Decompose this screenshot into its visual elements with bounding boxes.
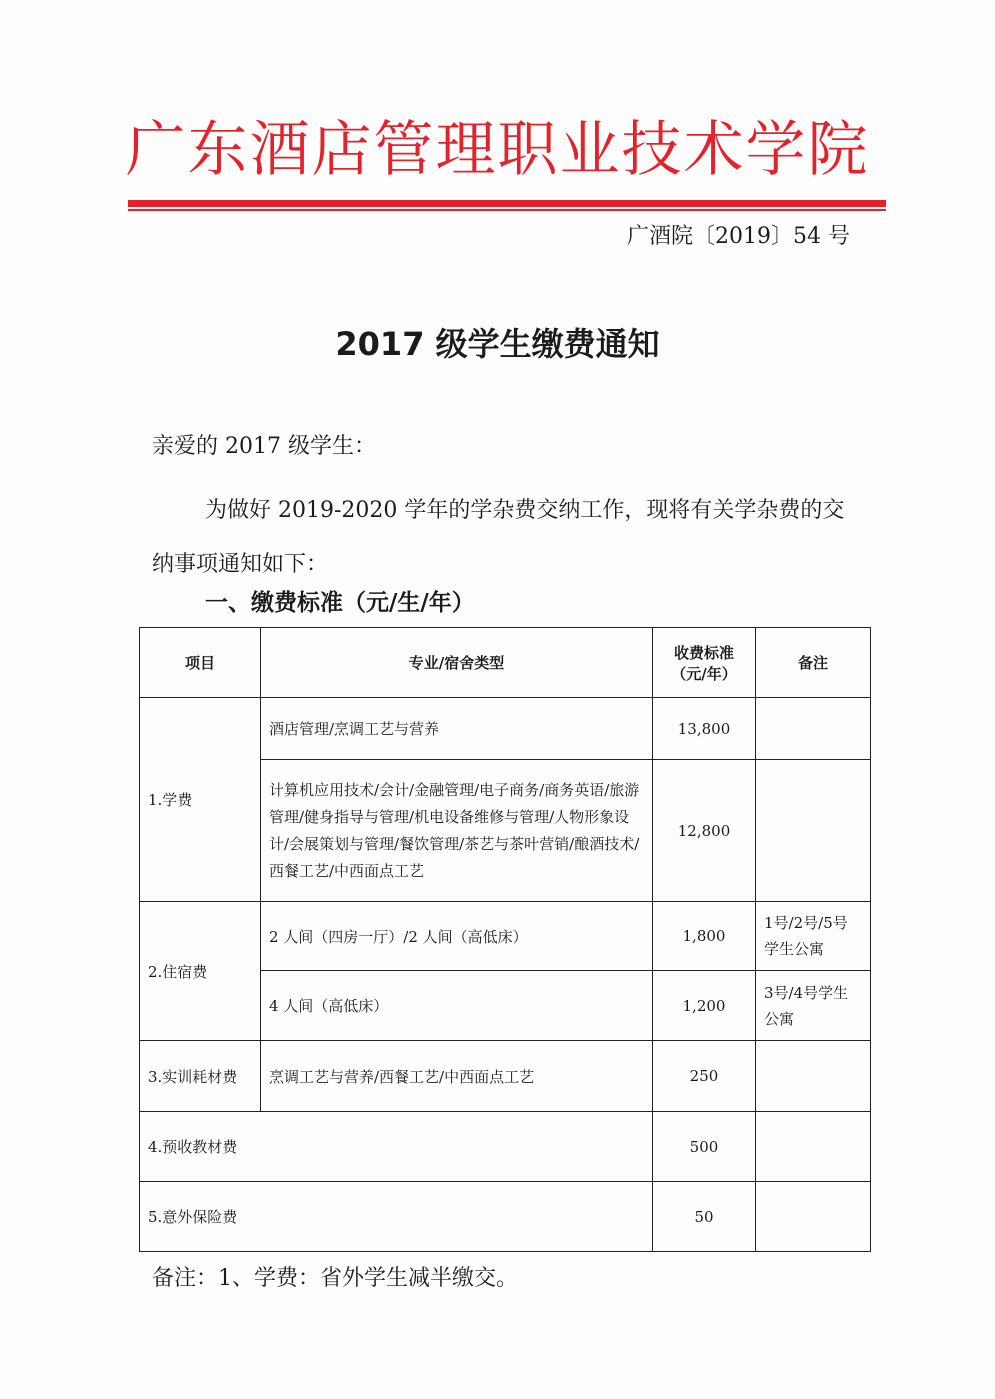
cell-fee: 13,800 — [653, 698, 756, 760]
salutation: 亲爱的 2017 级学生： — [152, 434, 376, 459]
cell-major: 烹调工艺与营养/西餐工艺/中西面点工艺 — [261, 1041, 653, 1112]
fee-table — [139, 627, 871, 1252]
cell-note — [756, 1112, 871, 1182]
cell-major: 2 人间（四房一厅）/2 人间（高低床） — [261, 902, 653, 971]
table-row — [140, 698, 871, 760]
cell-item-tuition: 1.学费 — [140, 698, 261, 902]
cell-fee: 50 — [653, 1182, 756, 1252]
table-header-row — [140, 628, 871, 698]
cell-note — [756, 1182, 871, 1252]
table-row — [140, 1041, 871, 1112]
intro-paragraph: 为做好 2019-2020 学年的学杂费交纳工作，现将有关学杂费的交纳事项通知如下： — [152, 498, 845, 577]
cell-item-training: 3.实训耗材费 — [140, 1041, 261, 1112]
cell-major: 酒店管理/烹调工艺与营养 — [261, 698, 653, 760]
institution-letterhead: 广东酒店管理职业技术学院 — [125, 115, 870, 185]
cell-item-insurance: 5.意外保险费 — [140, 1182, 653, 1252]
cell-item-textbook: 4.预收教材费 — [140, 1112, 653, 1182]
letterhead-red-rule — [128, 200, 886, 207]
cell-note — [756, 1041, 871, 1112]
cell-item-accommodation: 2.住宿费 — [140, 902, 261, 1041]
cell-fee: 1,200 — [653, 971, 756, 1041]
cell-fee: 12,800 — [653, 760, 756, 902]
header-fee-line1: 收费标准 — [673, 643, 734, 662]
cell-note: 3号/4号学生公寓 — [756, 971, 871, 1041]
cell-fee: 1,800 — [653, 902, 756, 971]
table-row — [140, 1182, 871, 1252]
header-fee-line2: （元/年） — [671, 664, 737, 683]
cell-major: 计算机应用技术/会计/金融管理/电子商务/商务英语/旅游管理/健身指导与管理/机电设备维修与管理/人物形象设计/会展策划与管理/餐饮管理/茶艺与茶叶营销/酿酒技术/西餐工艺/中西面点工艺 — [261, 760, 653, 902]
cell-fee: 250 — [653, 1041, 756, 1112]
cell-major: 4 人间（高低床） — [261, 971, 653, 1041]
document-title: 2017 级学生缴费通知 — [335, 325, 660, 363]
letterhead-red-rule-thin — [128, 209, 886, 211]
table-row — [140, 1112, 871, 1182]
cell-fee: 500 — [653, 1112, 756, 1182]
document-number: 广酒院〔2019〕54 号 — [627, 224, 850, 249]
cell-note: 1号/2号/5号学生公寓 — [756, 902, 871, 971]
cell-note — [756, 698, 871, 760]
header-major: 专业/宿舍类型 — [261, 628, 653, 698]
header-fee — [653, 628, 756, 698]
cell-note — [756, 760, 871, 902]
header-note: 备注 — [756, 628, 871, 698]
footnote: 备注：1、学费：省外学生减半缴交。 — [152, 1266, 518, 1291]
table-row — [140, 902, 871, 971]
section-heading-fee-standard: 一、缴费标准（元/生/年） — [205, 590, 475, 616]
header-item: 项目 — [140, 628, 261, 698]
